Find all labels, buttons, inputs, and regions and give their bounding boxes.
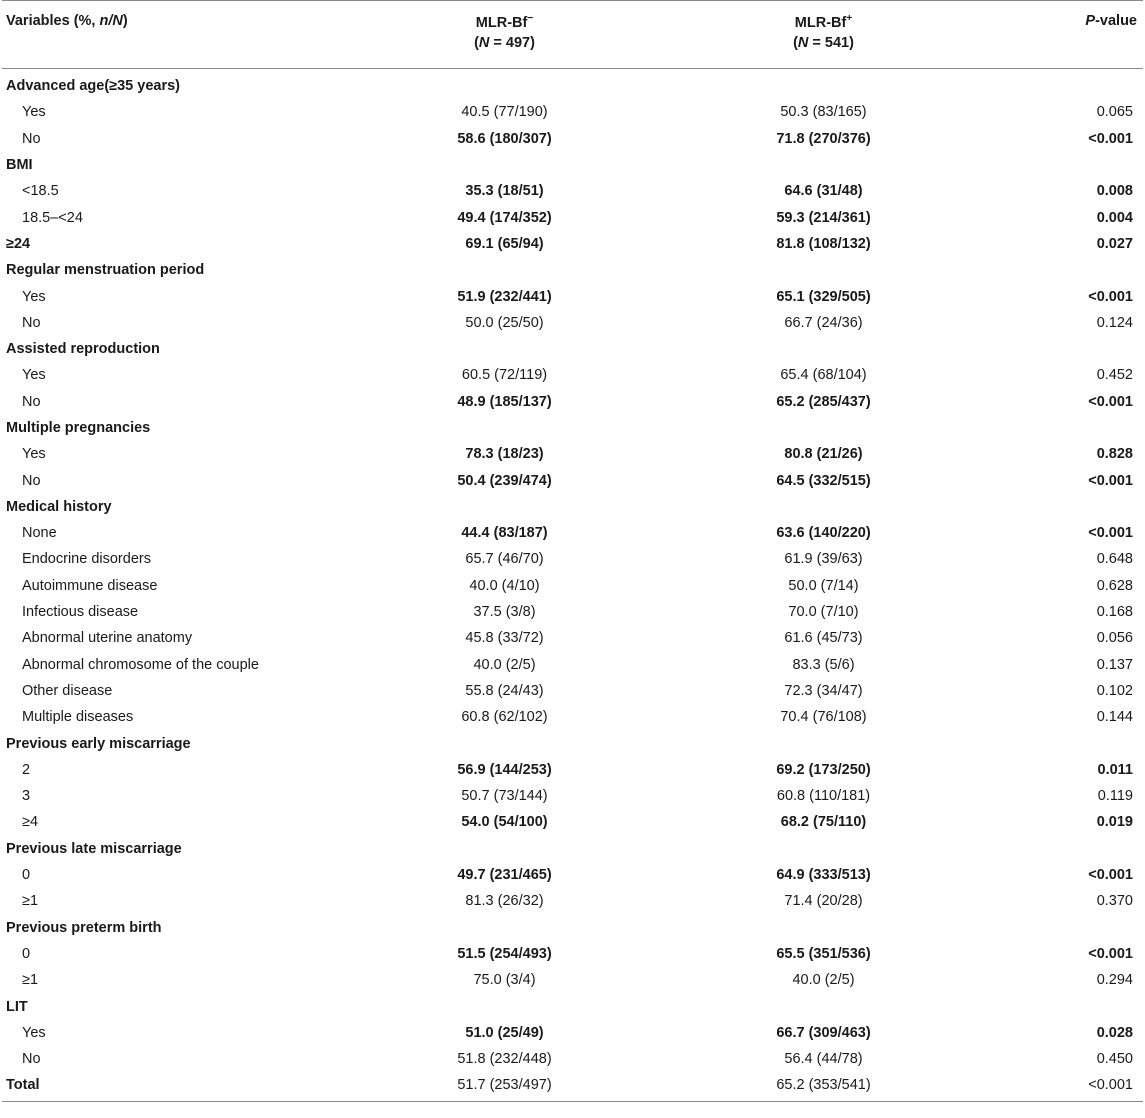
table-row <box>2 467 1143 493</box>
p-value: 0.056 <box>1096 630 1133 647</box>
p-value: <0.001 <box>1088 472 1133 489</box>
table-row <box>2 99 1143 125</box>
p-value: 0.028 <box>1096 1024 1133 1041</box>
p-value: 0.004 <box>1096 209 1133 226</box>
header-variables: Variables (%, n/N) <box>6 13 128 29</box>
mlr-bf-positive-value: 81.8 (108/132) <box>776 235 871 252</box>
mlr-bf-negative-value: 78.3 (18/23) <box>465 446 544 463</box>
mlr-bf-negative-value: 44.4 (83/187) <box>461 525 548 542</box>
p-value: <0.001 <box>1088 288 1133 305</box>
row-label: Advanced age(≥35 years) <box>6 78 180 95</box>
p-value: 0.102 <box>1096 682 1133 699</box>
row-label: Medical history <box>6 498 112 515</box>
table-row <box>2 993 1143 1019</box>
mlr-bf-negative-value: 58.6 (180/307) <box>457 130 552 147</box>
row-label: Previous late miscarriage <box>6 840 182 857</box>
row-label: Other disease <box>22 682 113 699</box>
table-row <box>2 231 1143 257</box>
p-value: <0.001 <box>1088 130 1133 147</box>
row-label: 18.5–<24 <box>22 209 83 226</box>
mlr-bf-negative-value: 49.7 (231/465) <box>457 867 552 884</box>
mlr-bf-negative-value: 50.0 (25/50) <box>465 314 544 331</box>
mlr-bf-negative-value: 37.5 (3/8) <box>473 604 536 621</box>
p-value: 0.027 <box>1096 235 1133 252</box>
row-label: 3 <box>22 788 31 805</box>
table-row <box>2 836 1143 862</box>
mlr-bf-positive-value: 65.2 (285/437) <box>776 393 871 410</box>
row-label: <18.5 <box>22 183 59 200</box>
table-row <box>2 941 1143 967</box>
row-label: 0 <box>22 867 31 884</box>
row-label: ≥1 <box>22 972 39 989</box>
mlr-bf-negative-value: 50.4 (239/474) <box>457 472 552 489</box>
table-row <box>2 520 1143 546</box>
mlr-bf-positive-value: 64.5 (332/515) <box>776 472 871 489</box>
p-value: 0.828 <box>1096 446 1133 463</box>
mlr-bf-positive-value: 59.3 (214/361) <box>776 209 871 226</box>
row-label: Previous preterm birth <box>6 919 162 936</box>
mlr-bf-positive-value: 68.2 (75/110) <box>780 814 867 831</box>
mlr-bf-positive-value: 64.9 (333/513) <box>776 867 871 884</box>
table-row <box>2 389 1143 415</box>
mlr-bf-negative-value: 51.8 (232/448) <box>457 1051 552 1068</box>
table-row <box>2 152 1143 178</box>
row-label: Regular menstruation period <box>6 262 205 279</box>
mlr-bf-positive-value: 71.4 (20/28) <box>784 893 863 910</box>
mlr-bf-positive-value: 40.0 (2/5) <box>792 972 855 989</box>
mlr-bf-negative-value: 75.0 (3/4) <box>473 972 536 989</box>
row-label: Assisted reproduction <box>6 341 160 358</box>
mlr-bf-positive-value: 60.8 (110/181) <box>776 788 871 805</box>
row-label: No <box>22 472 41 489</box>
table-row <box>2 862 1143 888</box>
header-group1: MLR-Bf− (N = 497) <box>474 13 535 51</box>
mlr-bf-positive-value: 61.9 (39/63) <box>784 551 863 568</box>
mlr-bf-positive-value: 66.7 (309/463) <box>776 1024 871 1041</box>
table-row <box>2 1072 1143 1098</box>
row-label: ≥24 <box>6 235 31 252</box>
mlr-bf-positive-value: 83.3 (5/6) <box>792 656 855 673</box>
table-row <box>2 336 1143 362</box>
row-label: BMI <box>6 157 33 174</box>
mlr-bf-positive-value: 71.8 (270/376) <box>776 130 871 147</box>
p-value: 0.168 <box>1096 604 1133 621</box>
mlr-bf-negative-value: 81.3 (26/32) <box>465 893 544 910</box>
row-label: Previous early miscarriage <box>6 735 191 752</box>
table-row <box>2 783 1143 809</box>
row-label: Yes <box>22 1024 46 1041</box>
row-label: Multiple diseases <box>22 709 134 726</box>
mlr-bf-negative-value: 40.5 (77/190) <box>461 104 548 121</box>
p-value: 0.294 <box>1096 972 1133 989</box>
row-label: ≥4 <box>22 814 39 831</box>
row-label: Infectious disease <box>22 604 139 621</box>
p-value: 0.452 <box>1096 367 1133 384</box>
table-row <box>2 1046 1143 1072</box>
row-label: Yes <box>22 104 46 121</box>
row-label: None <box>22 525 57 542</box>
header-p-value: P-value <box>1085 13 1137 29</box>
table-header <box>2 1 1143 69</box>
mlr-bf-positive-value: 65.1 (329/505) <box>776 288 871 305</box>
p-value: 0.124 <box>1096 314 1133 331</box>
mlr-bf-positive-value: 50.3 (83/165) <box>780 104 867 121</box>
row-label: ≥1 <box>22 893 39 910</box>
p-value: 0.019 <box>1096 814 1133 831</box>
row-label: Endocrine disorders <box>22 551 151 568</box>
table-row <box>2 415 1143 441</box>
table-row <box>2 915 1143 941</box>
mlr-bf-negative-value: 51.0 (25/49) <box>465 1024 544 1041</box>
mlr-bf-negative-value: 40.0 (4/10) <box>469 577 540 594</box>
mlr-bf-negative-value: 49.4 (174/352) <box>457 209 552 226</box>
p-value: 0.450 <box>1096 1051 1133 1068</box>
data-table <box>2 0 1143 1102</box>
mlr-bf-negative-value: 65.7 (46/70) <box>465 551 544 568</box>
table-row <box>2 441 1143 467</box>
p-value: <0.001 <box>1088 525 1133 542</box>
table-row <box>2 625 1143 651</box>
mlr-bf-negative-value: 60.5 (72/119) <box>461 367 548 384</box>
mlr-bf-negative-value: 45.8 (33/72) <box>465 630 544 647</box>
mlr-bf-positive-value: 65.5 (351/536) <box>776 945 871 962</box>
header-group2: MLR-Bf+ (N = 541) <box>793 13 854 51</box>
mlr-bf-negative-value: 35.3 (18/51) <box>465 183 544 200</box>
row-label: 2 <box>22 761 31 778</box>
table-row <box>2 888 1143 914</box>
mlr-bf-negative-value: 54.0 (54/100) <box>461 814 548 831</box>
mlr-bf-positive-value: 65.4 (68/104) <box>780 367 867 384</box>
mlr-bf-negative-value: 51.9 (232/441) <box>457 288 552 305</box>
mlr-bf-negative-value: 56.9 (144/253) <box>457 761 552 778</box>
row-label: Yes <box>22 367 46 384</box>
p-value: 0.065 <box>1096 104 1133 121</box>
table-row <box>2 310 1143 336</box>
table-body <box>2 69 1143 1101</box>
table-row <box>2 704 1143 730</box>
mlr-bf-negative-value: 51.5 (254/493) <box>457 945 552 962</box>
mlr-bf-positive-value: 64.6 (31/48) <box>784 183 863 200</box>
row-label: No <box>22 393 41 410</box>
table-row <box>2 1020 1143 1046</box>
mlr-bf-positive-value: 56.4 (44/78) <box>784 1051 863 1068</box>
p-value: 0.011 <box>1097 761 1133 778</box>
mlr-bf-positive-value: 72.3 (34/47) <box>784 682 863 699</box>
p-value: 0.119 <box>1097 788 1133 805</box>
table-row <box>2 678 1143 704</box>
row-label: Total <box>6 1077 40 1094</box>
table-row <box>2 809 1143 835</box>
mlr-bf-positive-value: 70.4 (76/108) <box>780 709 867 726</box>
mlr-bf-negative-value: 69.1 (65/94) <box>465 235 544 252</box>
p-value: <0.001 <box>1088 393 1133 410</box>
table-row <box>2 967 1143 993</box>
table-row <box>2 599 1143 625</box>
row-label: LIT <box>6 998 28 1015</box>
table-row <box>2 546 1143 572</box>
mlr-bf-negative-value: 51.7 (253/497) <box>457 1077 552 1094</box>
mlr-bf-positive-value: 61.6 (45/73) <box>784 630 863 647</box>
row-label: Multiple pregnancies <box>6 420 151 436</box>
row-label: Yes <box>22 288 46 305</box>
p-value: 0.008 <box>1096 183 1133 200</box>
table-row <box>2 757 1143 783</box>
table-row <box>2 573 1143 599</box>
p-value: 0.144 <box>1096 709 1133 726</box>
row-label: 0 <box>22 945 31 962</box>
table-row <box>2 126 1143 152</box>
table-row <box>2 204 1143 230</box>
mlr-bf-positive-value: 63.6 (140/220) <box>776 525 871 542</box>
mlr-bf-negative-value: 55.8 (24/43) <box>465 682 544 699</box>
mlr-bf-negative-value: 60.8 (62/102) <box>461 709 548 726</box>
mlr-bf-negative-value: 50.7 (73/144) <box>461 788 548 805</box>
row-label: Abnormal uterine anatomy <box>22 630 193 647</box>
row-label: No <box>22 130 41 147</box>
table-row <box>2 283 1143 309</box>
p-value: <0.001 <box>1088 1077 1133 1094</box>
row-label: Abnormal chromosome of the couple <box>22 656 259 673</box>
p-value: 0.648 <box>1096 551 1133 568</box>
table-row <box>2 362 1143 388</box>
row-label: No <box>22 314 41 331</box>
mlr-bf-positive-value: 65.2 (353/541) <box>776 1077 871 1094</box>
mlr-bf-positive-value: 70.0 (7/10) <box>788 604 859 621</box>
table-row <box>2 73 1143 99</box>
p-value: 0.628 <box>1096 577 1133 594</box>
table-row <box>2 652 1143 678</box>
mlr-bf-positive-value: 80.8 (21/26) <box>784 446 863 463</box>
row-label: Yes <box>22 446 46 463</box>
table-row <box>2 494 1143 520</box>
row-label: Autoimmune disease <box>22 577 158 594</box>
table-row <box>2 257 1143 283</box>
mlr-bf-negative-value: 40.0 (2/5) <box>473 656 536 673</box>
p-value: 0.137 <box>1096 656 1133 673</box>
mlr-bf-positive-value: 66.7 (24/36) <box>784 314 863 331</box>
p-value: <0.001 <box>1088 945 1133 962</box>
mlr-bf-positive-value: 69.2 (173/250) <box>776 761 871 778</box>
table-row <box>2 178 1143 204</box>
p-value: <0.001 <box>1088 867 1133 884</box>
table-row <box>2 730 1143 756</box>
mlr-bf-positive-value: 50.0 (7/14) <box>788 577 859 594</box>
row-label: No <box>22 1051 41 1068</box>
mlr-bf-negative-value: 48.9 (185/137) <box>457 393 552 410</box>
p-value: 0.370 <box>1096 893 1133 910</box>
